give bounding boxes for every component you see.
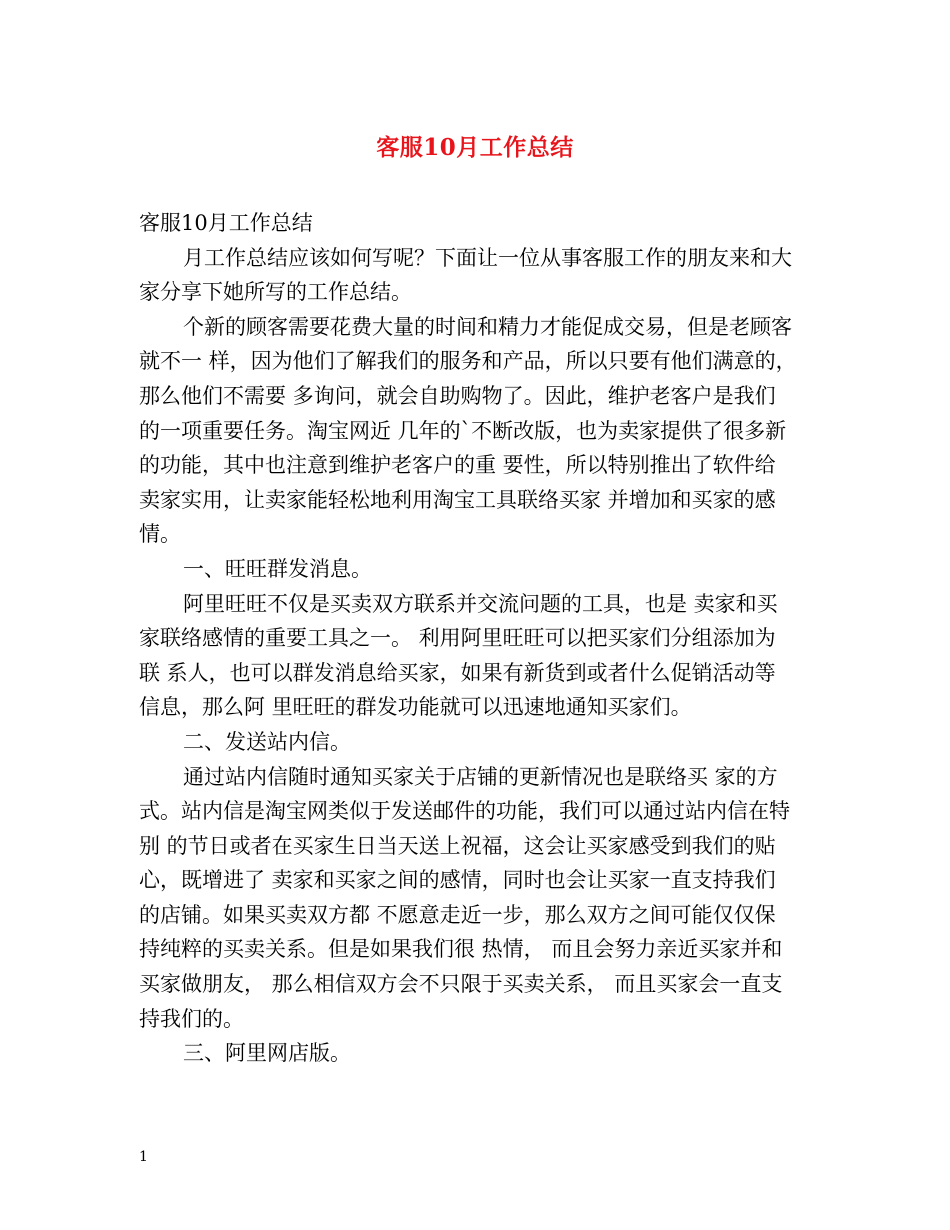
text-line: 持我们的。 [139, 1006, 244, 1031]
text-line: 的一项重要任务。淘宝网近 几年的`不断改版，也为卖家提供了很多新 [139, 418, 787, 443]
text-line: 买家做朋友， 那么相信双方会不只限于买卖关系， 而且买家会一直支 [139, 972, 783, 997]
text-line: 个新的顾客需要花费大量的时间和精力才能促成交易，但是老顾客 [183, 314, 792, 339]
text-line: 家分享下她所写的工作总结。 [139, 280, 412, 305]
text-line: 家联络感情的重要工具之一。 利用阿里旺旺可以把买家们分组添加为 [139, 626, 776, 651]
text-line: 式。站内信是淘宝网类似于发送邮件的功能，我们可以通过站内信在特 [139, 799, 790, 824]
text-line: 一、旺旺群发消息。 [183, 556, 372, 581]
page-number: 1 [139, 1149, 148, 1165]
text-line: 的店铺。如果买卖双方都 不愿意走近一步，那么双方之间可能仅仅保 [139, 902, 776, 927]
text-line: 卖家实用，让卖家能轻松地利用淘宝工具联络买家 并增加和买家的感 [139, 487, 776, 512]
text-line: 联 系人，也可以群发消息给买家，如果有新货到或者什么促销活动等 [139, 660, 776, 685]
text-line: 信息，那么阿 里旺旺的群发功能就可以迅速地通知买家们。 [139, 695, 692, 720]
text-line: 持纯粹的买卖关系。但是如果我们很 热情， 而且会努力亲近买家并和 [139, 937, 783, 962]
text-line: 阿里旺旺不仅是买卖双方联系并交流问题的工具，也是 卖家和买 [183, 591, 778, 616]
document-body [139, 206, 819, 1071]
text-line: 客服10月工作总结 [139, 211, 313, 235]
text-line: 就不一 样，因为他们了解我们的服务和产品，所以只要有他们满意的， [139, 349, 797, 374]
text-line: 情。 [139, 522, 181, 547]
text-line: 的功能，其中也注意到维护老客户的重 要性，所以特别推出了软件给 [139, 453, 776, 478]
document-title: 客服10月工作总结 [376, 134, 574, 161]
text-line: 心，既增进了 卖家和买家之间的感情，同时也会让买家一直支持我们 [139, 868, 776, 893]
text-line: 别 的节日或者在买家生日当天送上祝福，这会让买家感受到我们的贴 [139, 833, 776, 858]
text-line: 二、发送站内信。 [183, 729, 351, 754]
text-line: 月工作总结应该如何写呢？下面让一位从事客服工作的朋友来和大 [183, 245, 792, 270]
text-line: 三、阿里网店版。 [183, 1041, 351, 1066]
text-line: 通过站内信随时通知买家关于店铺的更新情况也是联络买 家的方 [183, 764, 778, 789]
text-line: 那么他们不需要 多询问，就会自助购物了。因此，维护老客户是我们 [139, 383, 776, 408]
